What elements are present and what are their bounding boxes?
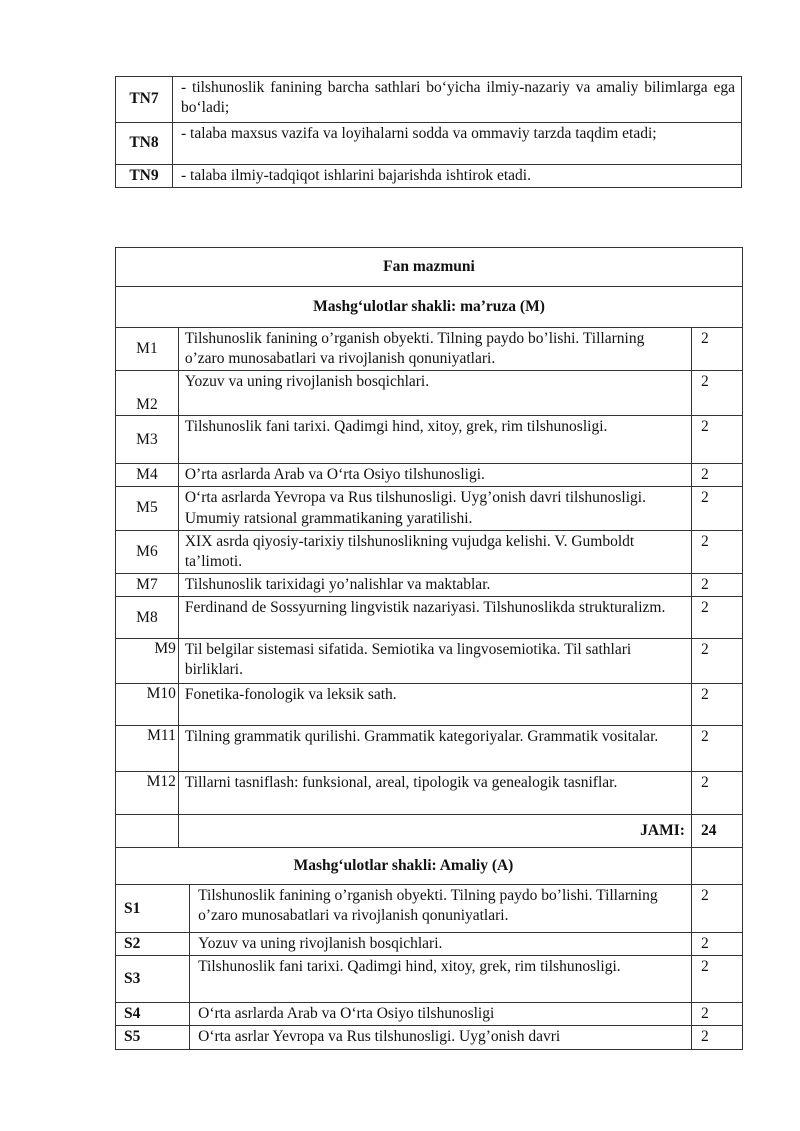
- practical-topic: Tilshunoslik fanining o’rganish obyekti. Tilning paydo bo’lishi. Tillarning o’zaro munosabatlari va rivojlanish qonuniyatlari.: [190, 885, 692, 933]
- lecture-hours: 2: [691, 573, 742, 596]
- outcomes-table: [115, 76, 742, 188]
- lecture-code: M8: [116, 597, 179, 639]
- lecture-topic: Tilshunoslik tarixidagi yo’nalishlar va maktablar.: [178, 573, 691, 596]
- content-title: Fan mazmuni: [116, 248, 743, 287]
- lecture-topic: Tilshunoslik fani tarixi. Qadimgi hind, xitoy, grek, rim tilshunosligi.: [178, 416, 691, 464]
- outcome-text: - talaba maxsus vazifa va loyihalarni sodda va ommaviy tarzda taqdim etadi;: [173, 123, 742, 165]
- lecture-topic: Tilshunoslik fanining o’rganish obyekti. Tilning paydo bo’lishi. Tillarning o’zaro munosabatlari va rivojlanish qonuniyatlari.: [178, 328, 691, 371]
- lecture-code: M1: [116, 328, 179, 371]
- lecture-topic: O’rta asrlarda Arab va O‘rta Osiyo tilshunosligi.: [178, 464, 691, 487]
- lecture-code: M12: [116, 772, 179, 815]
- practical-code: S2: [116, 933, 190, 956]
- lecture-section-header: Mashg‘ulotlar shakli: ma’ruza (M): [116, 287, 743, 328]
- table-row: [116, 639, 743, 684]
- table-row: [116, 248, 743, 287]
- table-row: [116, 885, 743, 933]
- lecture-code: M11: [116, 726, 179, 772]
- outcome-text: - talaba ilmiy-tadqiqot ishlarini bajarishda ishtirok etadi.: [173, 165, 742, 188]
- table-row: [116, 371, 743, 416]
- table-row: [116, 123, 742, 165]
- total-value: 24: [691, 815, 742, 848]
- lecture-topic: Tillarni tasniflash: funksional, areal, tipologik va genealogik tasniflar.: [178, 772, 691, 815]
- lecture-code: M7: [116, 573, 179, 596]
- table-row: [116, 815, 743, 848]
- table-row: [116, 165, 742, 188]
- total-label: JAMI:: [178, 815, 691, 848]
- lecture-hours: 2: [691, 464, 742, 487]
- lecture-code: M4: [116, 464, 179, 487]
- table-row: [116, 1026, 743, 1049]
- practical-topic: Tilshunoslik fani tarixi. Qadimgi hind, xitoy, grek, rim tilshunosligi.: [190, 956, 692, 1003]
- lecture-code: M6: [116, 530, 179, 573]
- lecture-topic: Tilning grammatik qurilishi. Grammatik kategoriyalar. Grammatik vositalar.: [178, 726, 691, 772]
- practical-topic: O‘rta asrlarda Arab va O‘rta Osiyo tilshunosligi: [190, 1003, 692, 1026]
- outcome-code: TN8: [116, 123, 173, 165]
- lecture-topic: XIX asrda qiyosiy-tarixiy tilshunoslikning vujudga kelishi. V. Gumboldt ta’limoti.: [178, 530, 691, 573]
- course-content-table: [115, 247, 743, 1050]
- table-row: [116, 772, 743, 815]
- lecture-code: M5: [116, 487, 179, 530]
- practical-topic: O‘rta asrlar Yevropa va Rus tilshunosligi. Uyg’onish davri: [190, 1026, 692, 1049]
- table-row: [116, 487, 743, 530]
- table-row: [116, 933, 743, 956]
- table-row: [116, 287, 743, 328]
- table-row: [116, 77, 742, 123]
- table-row: [116, 464, 743, 487]
- practical-hours: 2: [691, 1026, 742, 1049]
- lecture-topic: Fonetika-fonologik va leksik sath.: [178, 684, 691, 726]
- practical-code: S4: [116, 1003, 190, 1026]
- table-row: [116, 597, 743, 639]
- lecture-hours: 2: [691, 487, 742, 530]
- table-row: [116, 573, 743, 596]
- table-row: [116, 684, 743, 726]
- practical-hours: 2: [691, 956, 742, 1003]
- lecture-topic: Yozuv va uning rivojlanish bosqichlari.: [178, 371, 691, 416]
- practical-topic: Yozuv va uning rivojlanish bosqichlari.: [190, 933, 692, 956]
- practical-code: S3: [116, 956, 190, 1003]
- lecture-topic: O‘rta asrlarda Yevropa va Rus tilshunosligi. Uyg’onish davri tilshunosligi. Umumiy ratsional grammatikaning yaratilishi.: [178, 487, 691, 530]
- lecture-hours: 2: [691, 684, 742, 726]
- lecture-code: M3: [116, 416, 179, 464]
- lecture-code: M10: [116, 684, 179, 726]
- practical-code: S5: [116, 1026, 190, 1049]
- lecture-hours: 2: [691, 772, 742, 815]
- lecture-hours: 2: [691, 639, 742, 684]
- lecture-hours: 2: [691, 597, 742, 639]
- outcome-code: TN9: [116, 165, 173, 188]
- lecture-hours: 2: [691, 371, 742, 416]
- lecture-hours: 2: [691, 416, 742, 464]
- lecture-hours: 2: [691, 530, 742, 573]
- empty-cell: [691, 848, 742, 885]
- practical-hours: 2: [691, 933, 742, 956]
- table-row: [116, 1003, 743, 1026]
- lecture-topic: Ferdinand de Sossyurning lingvistik nazariyasi. Tilshunoslikda strukturalizm.: [178, 597, 691, 639]
- practical-hours: 2: [691, 1003, 742, 1026]
- empty-cell: [116, 815, 179, 848]
- table-row: [116, 416, 743, 464]
- lecture-hours: 2: [691, 726, 742, 772]
- table-row: [116, 956, 743, 1003]
- lecture-code: M2: [116, 371, 179, 416]
- practical-section-header: Mashg‘ulotlar shakli: Amaliy (A): [116, 848, 692, 885]
- table-row: [116, 530, 743, 573]
- lecture-hours: 2: [691, 328, 742, 371]
- table-row: [116, 726, 743, 772]
- table-row: [116, 848, 743, 885]
- lecture-topic: Til belgilar sistemasi sifatida. Semiotika va lingvosemiotika. Til sathlari birliklari.: [178, 639, 691, 684]
- table-row: [116, 328, 743, 371]
- practical-code: S1: [116, 885, 190, 933]
- practical-hours: 2: [691, 885, 742, 933]
- outcome-text: - tilshunoslik fanining barcha sathlari bo‘yicha ilmiy-nazariy va amaliy bilimlarga ega bo‘ladi;: [173, 77, 742, 123]
- lecture-code: M9: [116, 639, 179, 684]
- outcome-code: TN7: [116, 77, 173, 123]
